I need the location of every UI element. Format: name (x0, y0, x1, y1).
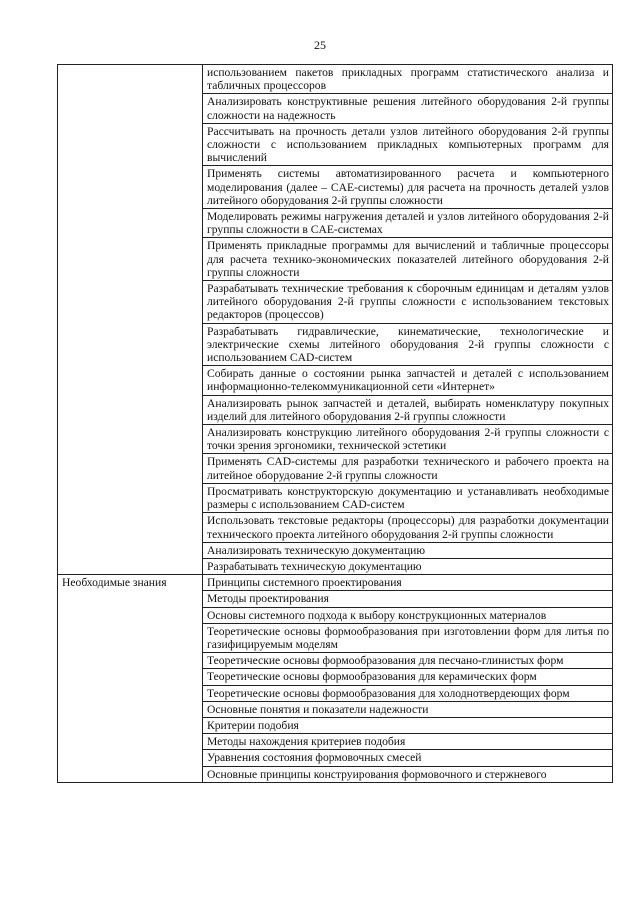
skills-item: Использовать текстовые редакторы (процессоры) для разработки документации технического проекта литейного оборудования 2-й группы сложности (203, 513, 613, 542)
skills-row (58, 65, 613, 94)
skills-item: Применять CAD-системы для разработки технического и рабочего проекта на литейное оборудование 2-й группы сложности (203, 454, 613, 483)
skills-item: Рассчитывать на прочность детали узлов литейного оборудования 2-й группы сложности с использованием прикладных компьютерных программ для вычислений (203, 123, 613, 166)
skills-item: Анализировать техническую документацию (203, 542, 613, 558)
skills-item: Анализировать конструкцию литейного оборудования 2-й группы сложности с точки зрения эргономики, технической эстетики (203, 425, 613, 454)
knowledge-item: Принципы системного проектирования (203, 575, 613, 591)
requirements-table (57, 64, 613, 783)
skills-item: Собирать данные о состоянии рынка запчастей и деталей с использованием информационно-телекоммуникационной сети «Интернет» (203, 366, 613, 395)
knowledge-item: Теоретические основы формообразования для керамических форм (203, 669, 613, 685)
knowledge-item: Основные понятия и показатели надежности (203, 701, 613, 717)
skills-item: Разрабатывать техническую документацию (203, 558, 613, 574)
skills-item: Моделировать режимы нагружения деталей и узлов литейного оборудования 2-й группы сложности в CAE-системах (203, 209, 613, 238)
knowledge-item: Теоретические основы формообразования для холоднотвердеющих форм (203, 685, 613, 701)
skills-item: Разрабатывать гидравлические, кинематические, технологические и электрические схемы литейного оборудования 2-й группы сложности с использованием CAD-систем (203, 323, 613, 366)
skills-item: Анализировать рынок запчастей и деталей, выбирать номенклатуру покупных изделий для литейного оборудования 2-й группы сложности (203, 395, 613, 424)
skills-item: Применять системы автоматизированного расчета и компьютерного моделирования (далее – CAE-системы) для расчета на прочность деталей узлов литейного оборудования 2-й группы сложности (203, 166, 613, 209)
skills-item: Разрабатывать технические требования к сборочным единицам и деталям узлов литейного оборудования 2-й группы сложности с использованием текстовых редакторов (процессов) (203, 281, 613, 324)
knowledge-row (58, 575, 613, 591)
skills-item: Применять прикладные программы для вычислений и табличные процессоры для расчета технико-экономических показателей литейного оборудования 2-й группы сложности (203, 238, 613, 281)
knowledge-item: Уравнения состояния формовочных смесей (203, 750, 613, 766)
page-number: 25 (314, 38, 326, 52)
knowledge-item: Теоретические основы формообразования для песчано-глинистых форм (203, 653, 613, 669)
knowledge-item: Методы нахождения критериев подобия (203, 734, 613, 750)
knowledge-item: Методы проектирования (203, 591, 613, 607)
skills-item: Просматривать конструкторскую документацию и устанавливать необходимые размеры с использованием CAD-систем (203, 483, 613, 512)
knowledge-item: Основные принципы конструирования формовочного и стержневого (203, 766, 613, 782)
knowledge-label-cell: Необходимые знания (58, 575, 203, 783)
knowledge-item: Теоретические основы формообразования при изготовлении форм для литья по газифицируемым моделям (203, 623, 613, 652)
knowledge-item: Критерии подобия (203, 717, 613, 733)
skills-item: использованием пакетов прикладных программ статистического анализа и табличных процессоров (203, 65, 613, 94)
skills-item: Анализировать конструктивные решения литейного оборудования 2-й группы сложности на надежность (203, 94, 613, 123)
skills-label-cell (58, 65, 203, 575)
knowledge-item: Основы системного подхода к выбору конструкционных материалов (203, 607, 613, 623)
requirements-table-body (58, 65, 613, 783)
